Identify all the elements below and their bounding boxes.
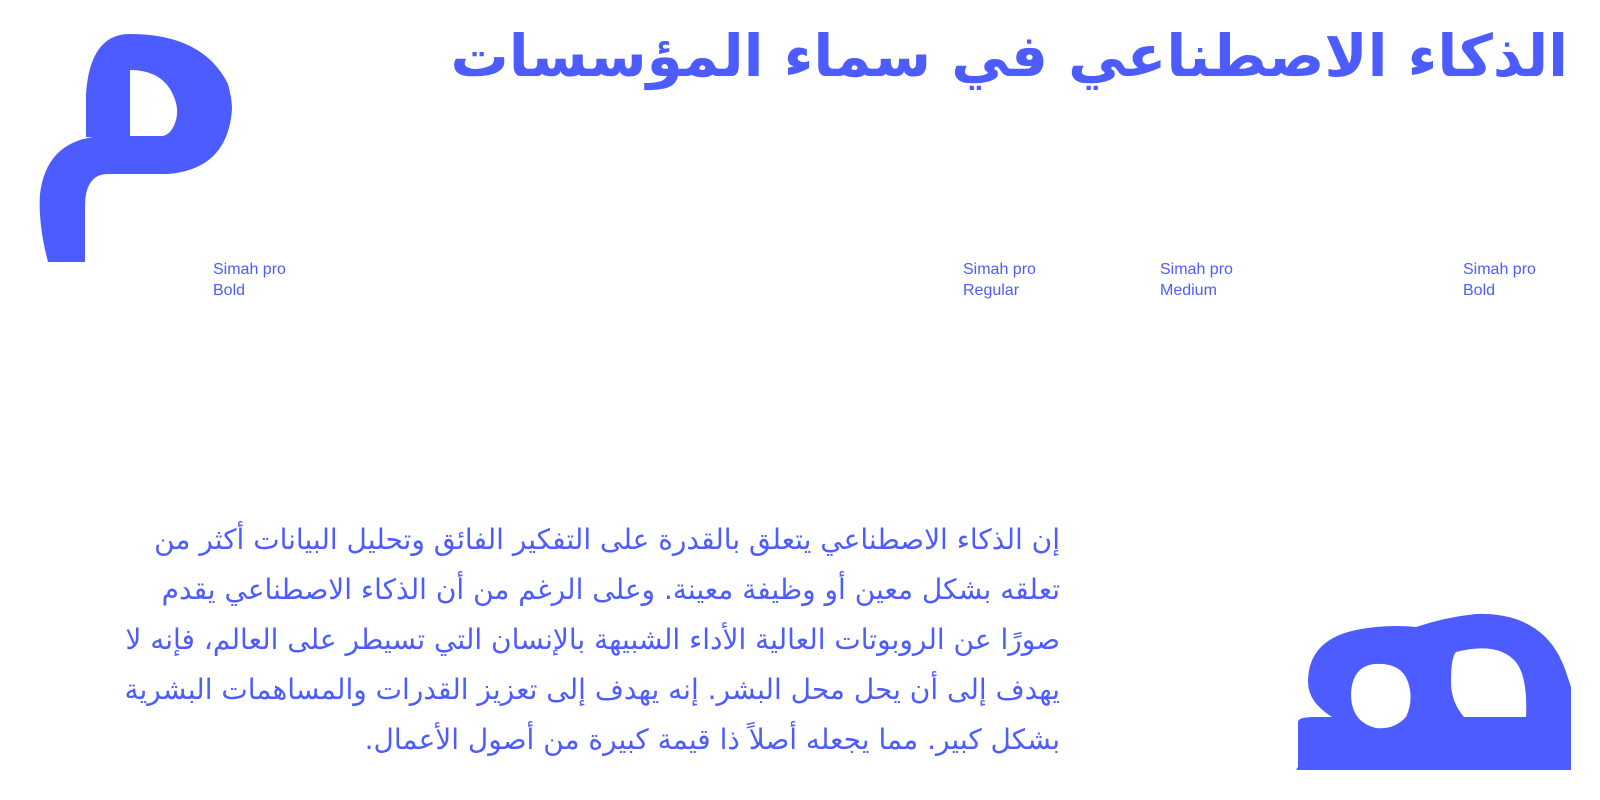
weight-label-regular <box>963 259 1036 301</box>
paragraph-line: إن الذكاء الاصطناعي يتعلق بالقدرة على التفكير الفائق وتحليل البيانات أكثر من <box>154 523 1060 556</box>
font-family-label: Simah pro <box>1160 261 1233 278</box>
font-weight-label: Regular <box>963 282 1020 299</box>
weight-label-bold-left <box>213 259 286 301</box>
headline: الذكاء الاصطناعي في سماء المؤسسات <box>450 22 1568 90</box>
paragraph-line: صورًا عن الروبوتات العالية الأداء الشبيهة بالإنسان التي تسيطر على العالم، فإنه لا <box>125 623 1060 656</box>
font-family-label: Simah pro <box>213 261 286 278</box>
font-weight-label: Bold <box>1463 282 1496 299</box>
arabic-letter-ha-glyph <box>1296 612 1572 770</box>
body-paragraph <box>60 515 1060 765</box>
font-family-label: Simah pro <box>1463 261 1536 278</box>
weight-label-bold-right <box>1463 259 1536 301</box>
weight-label-medium <box>1160 259 1233 301</box>
font-weight-label: Bold <box>213 282 246 299</box>
arabic-letter-mim-glyph <box>38 34 233 264</box>
font-family-label: Simah pro <box>963 261 1036 278</box>
paragraph-line: يهدف إلى أن يحل محل البشر. إنه يهدف إلى تعزيز القدرات والمساهمات البشرية <box>124 673 1060 706</box>
paragraph-line: تعلقه بشكل معين أو وظيفة معينة. وعلى الرغم من أن الذكاء الاصطناعي يقدم <box>161 573 1060 606</box>
font-weight-label: Medium <box>1160 282 1217 299</box>
paragraph-line: بشكل كبير. مما يجعله أصلاً ذا قيمة كبيرة من أصول الأعمال. <box>364 723 1060 756</box>
